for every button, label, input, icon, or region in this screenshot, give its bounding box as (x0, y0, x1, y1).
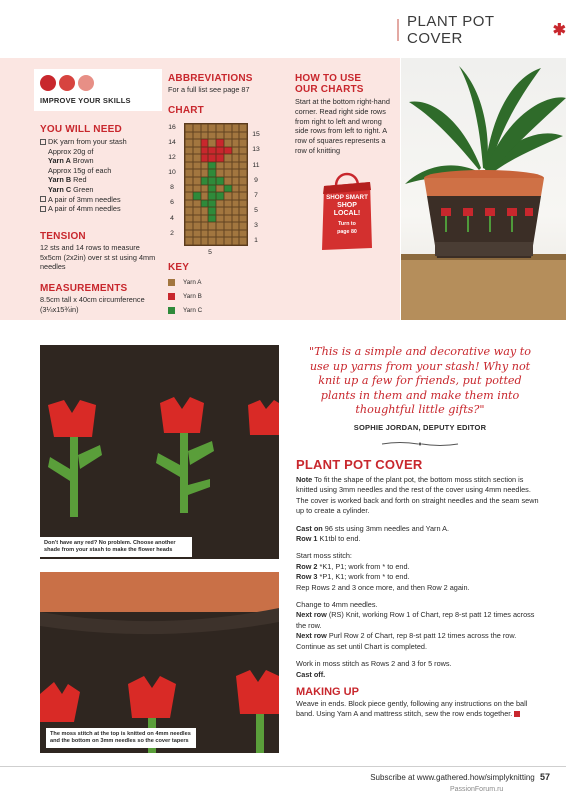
pattern-line (296, 631, 544, 652)
subscribe-link[interactable]: Subscribe at www.gathered.how/simplyknitting (370, 773, 535, 782)
chart-cell (193, 192, 201, 200)
asterisk-icon: ✱ (552, 22, 566, 39)
tension-section (40, 231, 162, 272)
decorative-flourish-icon (380, 439, 460, 449)
yarn-ball-icon (78, 75, 94, 91)
measurements-line: 8.5cm tall x 40cm circumference (40, 295, 145, 304)
chart-row-number: 9 (254, 176, 258, 184)
pattern-line (296, 534, 544, 544)
chart-cell (239, 207, 247, 215)
checkbox-icon (40, 206, 46, 212)
chart-row-number: 4 (170, 214, 174, 222)
footer (336, 772, 550, 782)
chart-cell (216, 124, 224, 132)
chart-cell (193, 169, 201, 177)
chart-cell (224, 139, 232, 147)
chart-cell (201, 162, 209, 170)
skills-label: IMPROVE YOUR SKILLS (40, 96, 131, 105)
making-up-heading: MAKING UP (296, 685, 359, 698)
chart-cell (232, 207, 240, 215)
chart-cell (185, 185, 193, 193)
chart-cell (208, 215, 216, 223)
chart-row-number: 8 (170, 184, 174, 192)
key-swatch (168, 293, 175, 300)
chart-cell (208, 124, 216, 132)
note-label: Note (296, 475, 313, 484)
chart-cell (232, 154, 240, 162)
chart-cell (232, 215, 240, 223)
chart-row-numbers-left (166, 123, 182, 246)
key-swatch (168, 279, 175, 286)
need-line: Red (73, 175, 87, 185)
chart-cell (224, 154, 232, 162)
chart-cell (185, 215, 193, 223)
chart-cell (239, 230, 247, 238)
chart-cell (193, 185, 201, 193)
chart-cell (208, 132, 216, 140)
chart-cell (208, 169, 216, 177)
chart-cell (224, 215, 232, 223)
chart-cell (232, 147, 240, 155)
you-will-need-heading: YOU WILL NEED (40, 124, 122, 135)
need-line: Approx 20g of (48, 146, 94, 156)
chart-cell (216, 169, 224, 177)
chart-cell (239, 215, 247, 223)
chart-cell (193, 139, 201, 147)
chart-cell (208, 139, 216, 147)
chart-cell (193, 147, 201, 155)
chart-cell (216, 237, 224, 245)
chart-cell (185, 132, 193, 140)
chart-cell (216, 222, 224, 230)
chart-cell (185, 237, 193, 245)
chart-cell (239, 132, 247, 140)
chart-cell (224, 147, 232, 155)
checkbox-icon (40, 196, 46, 202)
chart-cell (193, 154, 201, 162)
photo-caption: The moss stitch at the top is knitted on 4mm needles and the bottom on 3mm needles so the cover tapers (46, 728, 196, 748)
yarn-ball-icon (40, 75, 56, 91)
chart-cell (201, 147, 209, 155)
need-line: A pair of 4mm needles (48, 204, 121, 214)
chart-cell (232, 132, 240, 140)
shop-local-bag (318, 164, 374, 252)
key-item (168, 303, 258, 317)
chart-cell (193, 215, 201, 223)
need-line: DK yarn from your stash (48, 137, 127, 146)
chart-cell (193, 162, 201, 170)
chart-heading: CHART (168, 105, 204, 116)
chart-cell (216, 215, 224, 223)
tension-heading: TENSION (40, 231, 86, 242)
pattern-section (296, 457, 544, 720)
chart-cell (232, 237, 240, 245)
footer-divider (0, 766, 566, 767)
chart-cell (224, 237, 232, 245)
section-title: PLANT POT COVER (407, 13, 495, 47)
chart-cell (232, 162, 240, 170)
chart-cell (193, 177, 201, 185)
chart-cell (208, 192, 216, 200)
chart-cell (239, 139, 247, 147)
pattern-line: Work in moss stitch as Rows 2 and 3 for 5 rows. (296, 659, 452, 669)
key-item (168, 275, 258, 289)
key-heading: KEY (168, 262, 190, 273)
need-line: A pair of 3mm needles (48, 194, 121, 204)
editor-quote (300, 345, 540, 454)
pattern-line (296, 610, 544, 631)
chart-cell (201, 215, 209, 223)
chart-cell (224, 177, 232, 185)
chart-row-number: 11 (252, 161, 260, 169)
chart-row-number: 7 (254, 191, 258, 199)
chart-cell (239, 124, 247, 132)
row-text: *K1, P1; work from * to end. (317, 561, 410, 571)
chart-cell (232, 139, 240, 147)
pattern-line (296, 572, 544, 582)
pattern-note (296, 475, 544, 517)
row-text: K1tbl to end. (317, 534, 361, 544)
key-label: Yarn B (183, 292, 202, 300)
chart-cell (216, 185, 224, 193)
key-item (168, 289, 258, 303)
key-swatch (168, 307, 175, 314)
key-label: Yarn C (183, 306, 203, 314)
chart-cell (224, 185, 232, 193)
plant-pot-photo (401, 58, 566, 320)
chart-cell (216, 207, 224, 215)
pattern-heading: PLANT POT COVER (296, 457, 423, 472)
chart-cell (208, 230, 216, 238)
chart-cell (185, 177, 193, 185)
pattern-line: Start moss stitch: (296, 551, 352, 561)
chart-row-number: 16 (168, 123, 176, 131)
pattern-line: Change to 4mm needles. (296, 600, 378, 610)
chart-cell (224, 200, 232, 208)
row-label: Row 1 (296, 534, 318, 544)
chart-cell (201, 207, 209, 215)
how-to-text: Start at the bottom right-hand corner. Read right side rows from right to left and wrong side rows from left to right. A row of squares represents a row of knitting (295, 97, 390, 155)
chart-cell (232, 177, 240, 185)
chart-cell (201, 200, 209, 208)
chart-cell (201, 169, 209, 177)
chart-cell (193, 124, 201, 132)
chart-cell (239, 154, 247, 162)
chart-row-number: 15 (252, 131, 260, 139)
bag-line: SHOP SMART (326, 194, 368, 201)
chart-cell (232, 192, 240, 200)
chart-cell (232, 185, 240, 193)
chart-row-number: 13 (252, 146, 260, 154)
chart-cell (208, 147, 216, 155)
tulip-knit-illustration (40, 345, 279, 559)
chart-cell (193, 207, 201, 215)
chart-cell (185, 169, 193, 177)
chart-cell (239, 222, 247, 230)
chart-cell (208, 185, 216, 193)
chart-cell (224, 192, 232, 200)
chart-cell (208, 177, 216, 185)
need-line: Green (73, 184, 94, 194)
measurements-section (40, 283, 168, 314)
chart-cell (185, 139, 193, 147)
abbreviations-section (168, 73, 288, 95)
chart-cell (216, 147, 224, 155)
chart-cell (239, 192, 247, 200)
chart-cell (208, 207, 216, 215)
skills-badge (34, 69, 162, 111)
checkbox-icon (40, 139, 46, 145)
chart-row-numbers-right (250, 123, 264, 246)
chart-cell (201, 192, 209, 200)
chart-row-number: 14 (168, 138, 176, 146)
how-to-heading: HOW TO USE (295, 73, 362, 84)
pattern-line (296, 524, 544, 534)
need-line: Yarn A (48, 156, 71, 166)
chart-cell (193, 222, 201, 230)
you-will-need-section (40, 124, 160, 214)
photo-caption: Don't have any red? No problem. Choose another shade from your stash to make the flower heads (40, 537, 192, 557)
chart-cell (185, 124, 193, 132)
chart-cell (239, 169, 247, 177)
row-label: Next row (296, 631, 327, 641)
chart-cell (201, 139, 209, 147)
chart-cell (239, 162, 247, 170)
section-header-tab (397, 13, 566, 47)
chart-cell (185, 222, 193, 230)
abbreviations-heading: ABBREVIATIONS (168, 73, 253, 84)
chart-cell (239, 147, 247, 155)
measurements-heading: MEASUREMENTS (40, 283, 128, 294)
bag-line: Turn to (338, 221, 356, 227)
chart-cell (224, 162, 232, 170)
moss-stitch-illustration (40, 572, 279, 753)
chart-cell (216, 162, 224, 170)
chart-cell (216, 132, 224, 140)
chart-cell (232, 124, 240, 132)
chart-cell (239, 237, 247, 245)
chart-cell (216, 192, 224, 200)
chart-cell (216, 230, 224, 238)
how-to-heading: OUR CHARTS (295, 84, 364, 95)
bag-line: page 80 (337, 229, 357, 235)
chart-cell (208, 154, 216, 162)
chart-cell (201, 132, 209, 140)
chart-row-number: 1 (254, 237, 258, 245)
chart-cell (216, 139, 224, 147)
chart-cell (185, 207, 193, 215)
pattern-line: Cast off. (296, 669, 326, 679)
row-text: (RS) Knit, working Row 1 of Chart, rep 8-st patt 12 times across the row. (296, 610, 535, 630)
row-label: Row 2 (296, 561, 318, 571)
chart-cell (239, 200, 247, 208)
chart-cell (224, 207, 232, 215)
chart-cell (232, 200, 240, 208)
tension-text: 12 sts and 14 rows to measure 5x5cm (2x2in) over st st using 4mm needles (40, 243, 156, 272)
chart-cell (224, 169, 232, 177)
chart-row-number: 3 (254, 222, 258, 230)
end-mark-icon (514, 711, 520, 717)
chart-cell (239, 177, 247, 185)
watermark: PassionForum.ru (450, 786, 504, 793)
chart-cell (201, 230, 209, 238)
chart-cell (193, 230, 201, 238)
knitting-chart (184, 123, 248, 246)
chart-cell (224, 222, 232, 230)
need-line: Approx 15g of each (48, 165, 112, 175)
chart-cell (193, 200, 201, 208)
making-up-text (296, 699, 544, 720)
chart-cell (201, 237, 209, 245)
quote-text: "This is a simple and decorative way to use up yarns from your stash! Why not knit up a few for friends, put potted plants in them and make them into thoughtful little gifts?" (309, 345, 531, 416)
quote-author: SOPHIE JORDAN, DEPUTY EDITOR (353, 422, 487, 432)
row-label: Next row (296, 610, 327, 620)
need-line: Brown (72, 156, 94, 166)
chart-cell (185, 200, 193, 208)
chart-cell (201, 154, 209, 162)
chart-cell (185, 154, 193, 162)
chart-cell (185, 192, 193, 200)
need-line: Yarn C (48, 184, 72, 194)
row-text: 96 sts using 3mm needles and Yarn A. (322, 523, 450, 533)
note-text: To fit the shape of the plant pot, the bottom moss stitch section is knitted using 3mm needles and the rest of the cover using 4mm needles. The cover is worked back and forth on straight needles and the seam sewn up to create a cylinder. (296, 475, 539, 516)
key-label: Yarn A (183, 278, 202, 286)
chart-cell (201, 222, 209, 230)
chart-cell (239, 185, 247, 193)
chart-row-number: 10 (168, 169, 176, 177)
chart-cell (232, 169, 240, 177)
chart-row-number: 12 (168, 154, 176, 161)
chart-cell (216, 177, 224, 185)
moss-stitch-photo (40, 572, 279, 753)
chart-cell (208, 200, 216, 208)
chart-cell (185, 162, 193, 170)
chart-row-number: 5 (254, 206, 258, 214)
need-line: Yarn B (48, 175, 72, 185)
chart-cell (193, 132, 201, 140)
abbreviations-text: For a full list see page 87 (168, 85, 250, 94)
chart-cell (201, 177, 209, 185)
row-label: Cast on (296, 523, 323, 533)
chart-cell (208, 222, 216, 230)
chart-cell (224, 230, 232, 238)
making-up-body: Weave in ends. Block piece gently, following any instructions on the ball band. Using Yarn A and mattress stitch, sew the row ends together. (296, 698, 528, 719)
pattern-line: Rep Rows 2 and 3 once more, and then Row 2 again. (296, 582, 470, 592)
bag-line: LOCAL! (333, 210, 361, 217)
yarn-ball-icon (59, 75, 75, 91)
chart-cell (185, 147, 193, 155)
chart-cell (224, 132, 232, 140)
chart-cell (216, 200, 224, 208)
chart-cell (193, 237, 201, 245)
pattern-line (296, 562, 544, 572)
chart-cell (216, 154, 224, 162)
measurements-line: (3¼x15¾in) (40, 304, 79, 314)
chart-row-number: 6 (170, 199, 174, 207)
chart-cell (208, 162, 216, 170)
knit-closeup-photo (40, 345, 279, 559)
chart-cell (232, 230, 240, 238)
chart-cell (208, 237, 216, 245)
row-label: Row 3 (296, 572, 318, 582)
bag-line: SHOP (337, 202, 357, 209)
chart-cell (232, 222, 240, 230)
plant-illustration (401, 58, 566, 320)
chart-row-number: 2 (170, 229, 174, 237)
row-text: Purl Row 2 of Chart, rep 8-st patt 12 times across the row. Continue as set until Chart is completed. (296, 631, 517, 651)
chart-cell (201, 124, 209, 132)
chart-key (168, 262, 258, 317)
chart-cell (201, 185, 209, 193)
how-to-section (295, 73, 397, 156)
chart-cell (224, 124, 232, 132)
page-number: 57 (539, 772, 550, 782)
chart-cell (185, 230, 193, 238)
row-text: *P1, K1; work from * to end. (317, 572, 410, 582)
chart-column-number: 5 (208, 249, 212, 256)
